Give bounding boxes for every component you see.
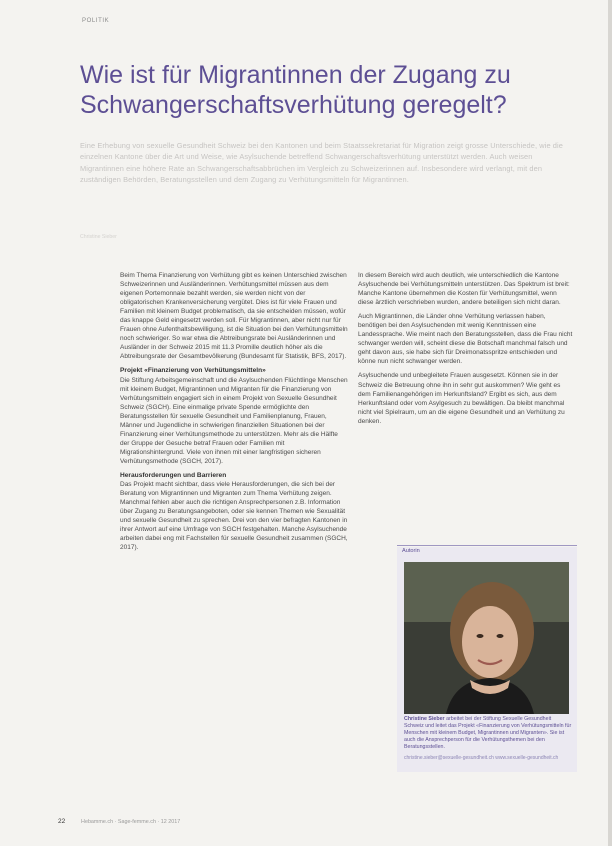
- section-heading: Herausforderungen und Barrieren: [120, 471, 227, 479]
- body-paragraph: In diesem Bereich wird auch deutlich, wie unterschiedlich die Kantone Asylsuchende bei Verhütungsmitteln unterstützen. Das Spektrum ist breit: Manche Kantone übernehmen die Kosten für Verhütungsmittel, wenn diese ärztlich verschrieben wurden, andere beteiligen sich nicht daran.: [358, 272, 570, 307]
- page-footer: [58, 818, 180, 825]
- page-number: 22: [58, 818, 66, 825]
- section-heading: Projekt «Finanzierung von Verhütungsmitteln»: [120, 367, 266, 375]
- body-paragraph: Auch Migrantinnen, die Länder ohne Verhütung verlassen haben, benötigen bei den Asylsuchenden mit wenig Kenntnissen eine Landessprache. Wie meint nach den Beratungsstellen, dass die Frau nicht schwanger werden will, scheint diese die Botschaft manchmal falsch und geht davon aus, sie habe sich für Dreimonatsspritze entschieden und könne nun nicht schwanger werden.: [358, 313, 573, 366]
- author-caption: [404, 716, 572, 751]
- author-caption-text: arbeitet bei der Stiftung Sexuelle Gesundheit Schweiz und leitet das Projekt «Finanzierung von Verhütungsmitteln für Menschen mit kleinem Budget, Migrantinnen und Migranten». Sie ist auch die Ansprechperson für die Verhütungsthemen bei den Beratungsstellen.: [404, 716, 572, 750]
- body-paragraph: Beim Thema Finanzierung von Verhütung gibt es keinen Unterschied zwischen Schweizerinnen und Ausländerinnen. Verhütungsmittel müssen aus dem eigenen Portemonnaie bezahlt werden, sie werden nicht von der obligatorischen Krankenversicherung vergütet. Dies ist für viele Frauen und Familien mit kleinem Budget problematisch, da sie entscheiden müssen, wofür das knappe Geld eingesetzt werden soll. Für Migrantinnen, aber nicht nur für Frauen ohne Aufenthaltsbewilligung, ist die Situation bei den Verhütungsmitteln noch schwieriger. So war etwa die Abtreibungsrate bei Ausländerinnen und Ausländer in der Schweiz 2015 mit 11.3 Promille deutlich höher als die Abtreibungsrate der Gesamtbevölkerung (Bundesamt für Statistik, BFS, 2017).: [120, 272, 348, 361]
- article-lead: Eine Erhebung von sexuelle Gesundheit Schweiz bei den Kantonen und beim Staatssekretariat für Migration zeigt grosse Unterschiede, wie die einzelnen Kantone über die Art und Weise, wie Asylsuchende betreffend Schwangerschaftsverhütung unterstützt werden. Auch weisen Migrantinnen eine höhere Rate an Schwangerschaftsabbrüchen im Vergleich zu Schweizerinnen auf. Insbesondere wird verlangt, mit den zuständigen Behörden, Beratungsstellen und dem Zugang zu Verhütungsmitteln für Migrantinnen.: [80, 141, 563, 185]
- author-rule: [397, 545, 577, 546]
- author-portrait-icon: [404, 562, 569, 714]
- scan-edge: [608, 0, 612, 846]
- body-column-left: [120, 271, 348, 557]
- author-caption-name: Christine Sieber: [404, 716, 445, 722]
- author-photo: [404, 562, 569, 714]
- body-column-right: [358, 271, 574, 431]
- section-tag: POLITIK: [82, 18, 110, 24]
- body-paragraph: Asylsuchende und unbegleitete Frauen ausgesetzt. Können sie in der Schweiz die Betreuung ohne ihn in sehr gut auskommen? Wie geht es dem Familienangehörigen im Herkunftsland? Ergibt es sich, aus dem Herkunftsland oder vom Asylgesuch zu bewältigen. Da bleibt manchmal nicht viel Spielraum, um an die eigene Gesundheit und an Verhütung zu denken.: [358, 372, 565, 425]
- article-title: Wie ist für Migrantinnen der Zugang zu Schwangerschaftsverhütung geregelt?: [80, 61, 511, 119]
- body-paragraph: Das Projekt macht sichtbar, dass viele Herausforderungen, die sich bei der Beratung von Migrantinnen und Migranten zum Thema Verhütung zeigen. Manchmal fehlen aber auch die richtigen Ansprechpersonen z.B. Information über Zugang zu Beratungsangeboten, oder sie kennen Themen wie Sexualität und sexuelle Gesundheit zu sprechen. Drei von den vier befragten Kantonen in ihrer Antwort auf eine Umfrage von SGCH festgehalten. Manche Asylsuchende arbeiten dabei eng mit Fachstellen für sexuelle Gesundheit zusammen (SGCH, 2017).: [120, 481, 348, 552]
- author-label: Autorin: [402, 548, 420, 554]
- author-contact: christine.sieber@sexuelle-gesundheit.ch www.sexuelle-gesundheit.ch: [404, 755, 559, 761]
- publication-info: Hebamme.ch · Sage-femme.ch · 12 2017: [81, 819, 181, 825]
- body-paragraph: Die Stiftung Arbeitsgemeinschaft und die Asylsuchenden Flüchtlinge Menschen mit kleinem Budget, Migrantinnen und Migranten für die Finanzierung von Verhütungsmitteln engagiert sich in einem Projekt von Sexuelle Gesundheit Schweiz (SGCH). Eine einmalige private Spende ermöglichte den Beratungsstellen für sexuelle Gesundheit und Familienplanung, Frauen, Männer und Jugendliche in schwierigen finanziellen Situationen bei der Finanzierung einer Verhütungsmethode zu unterstützen. Mehr als die Hälfte der Gruppe der Gesuche betraf Frauen oder Familien mit Migrationshintergrund. Viele von ihnen mit einer langfristigen sicheren Verhütungsmethode (SGCH, 2017).: [120, 376, 348, 465]
- article-byline: Christine Sieber: [80, 234, 117, 240]
